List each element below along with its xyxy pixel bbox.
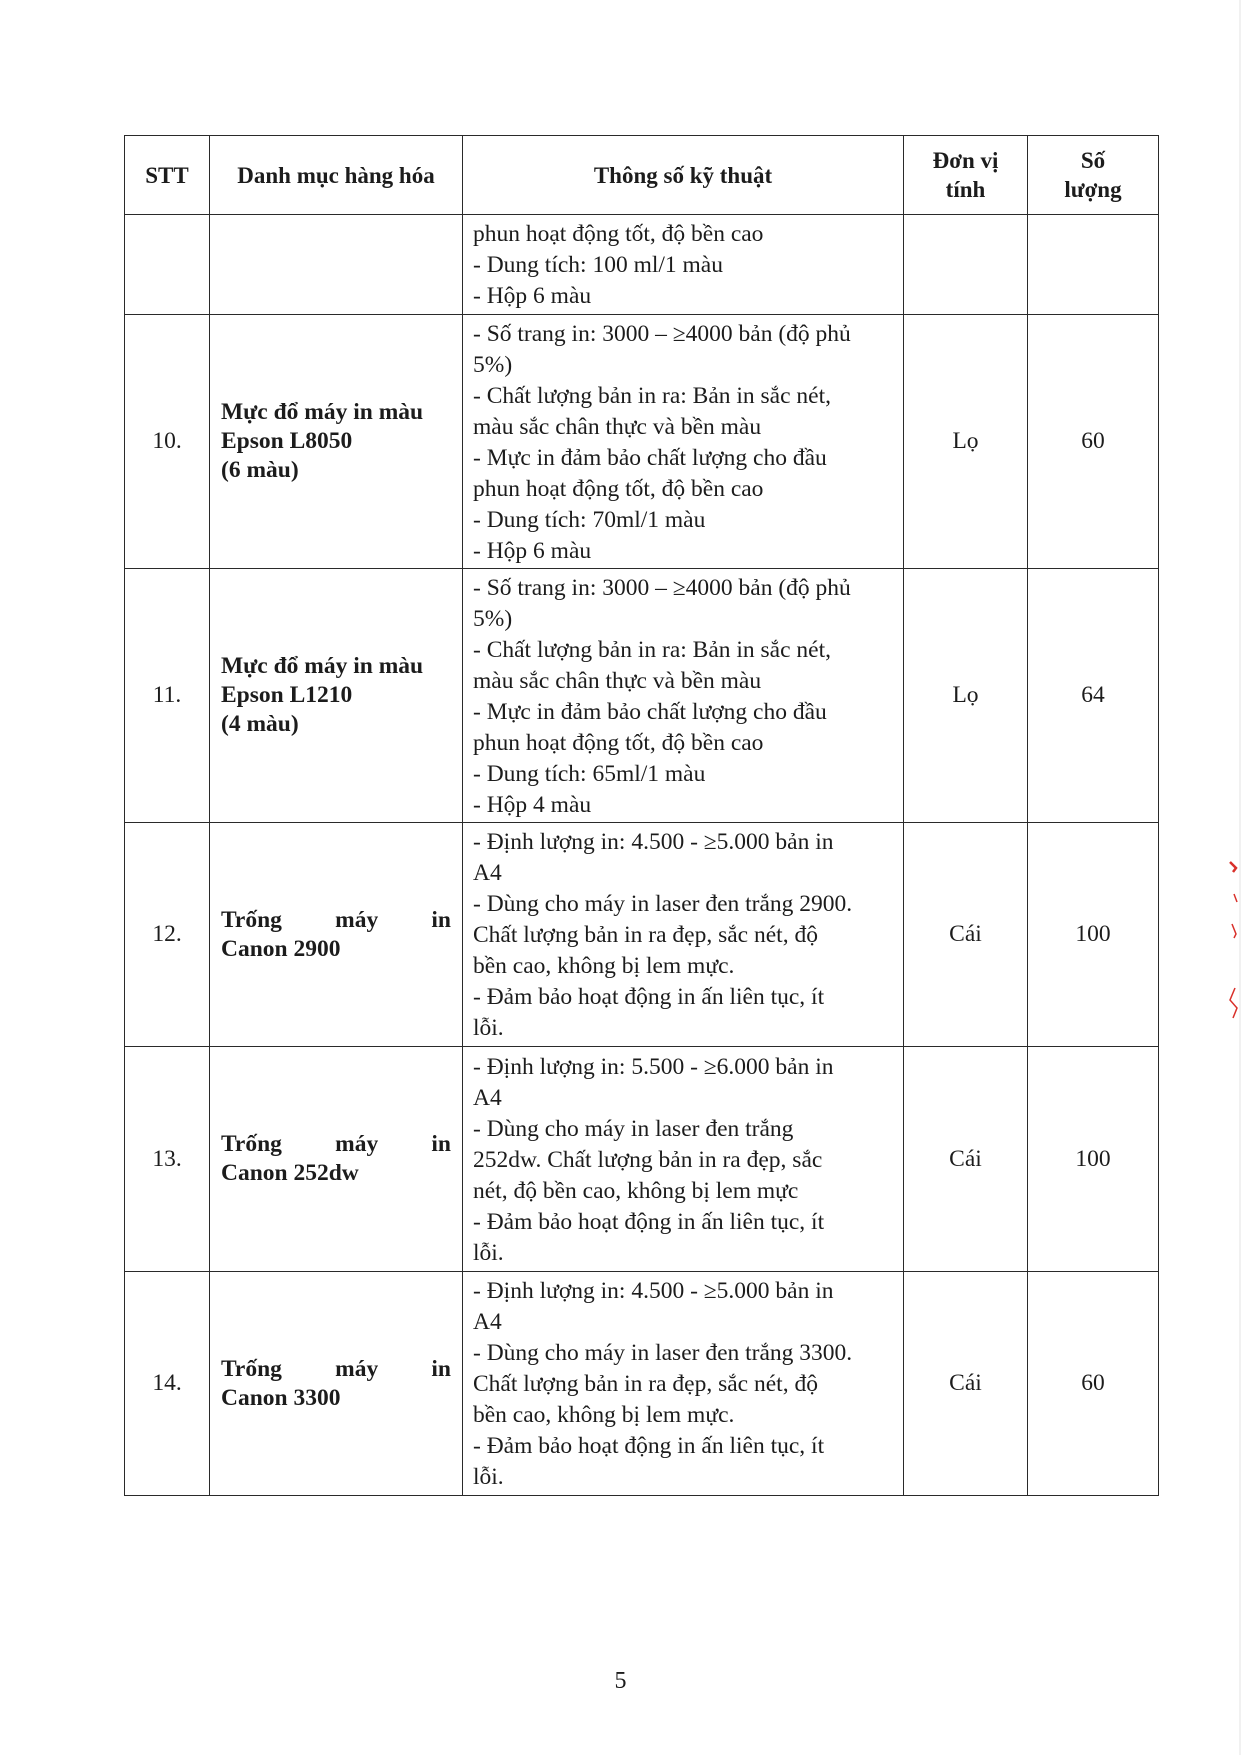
spec-line: A4 [473,1084,502,1111]
spec-line: - Dung tích: 100 ml/1 màu [473,252,723,278]
cell-unit: Cái [904,823,1028,1047]
spec-line: - Đảm bảo hoạt động in ấn liên tục, ít [473,984,825,1010]
spec-line: - Hộp 6 màu [473,537,592,564]
spec-line: bền cao, không bị lem mực. [473,1402,735,1428]
cell-unit: Cái [904,1047,1028,1272]
item-name-line: Mực đổ máy in màu [221,399,424,425]
spec-line: - Chất lượng bản in ra: Bản in sắc nét, [473,636,831,663]
cell-name [210,315,463,569]
spec-line: A4 [473,1309,502,1335]
spec-line: - Mực in đảm bảo chất lượng cho đầu [473,698,827,725]
item-name-line: Canon 252dw [221,1160,359,1186]
spec-line: - Hộp 4 màu [473,791,592,818]
spec-line: lỗi. [473,1015,504,1041]
spec-line: phun hoạt động tốt, độ bền cao [473,729,764,756]
cell-unit: Lọ [904,569,1028,823]
table-row [125,1047,1159,1272]
cell-qty: 100 [1028,1047,1159,1272]
spec-line: màu sắc chân thực và bền màu [473,667,762,694]
item-name-word: in [431,906,451,933]
cell-unit [904,215,1028,315]
spec-line: 5%) [473,605,513,632]
table-header-row [125,136,1159,215]
cell-stt: 13. [125,1047,210,1272]
cell-stt: 10. [125,315,210,569]
header-unit-line2: tính [945,177,986,202]
item-name-line: (6 màu) [221,457,299,483]
spec-line: - Dùng cho máy in laser đen trắng [473,1115,794,1142]
spec-line: - Hộp 6 màu [473,283,592,309]
spec-line: Chất lượng bản in ra đẹp, sắc nét, độ [473,1371,818,1397]
item-name-line: Epson L1210 [221,682,353,708]
item-name-word: in [431,1355,451,1382]
table-row [125,569,1159,823]
item-name-line [221,1355,451,1384]
stamp-edge-mark [1224,858,1240,1038]
table-row [125,315,1159,569]
cell-qty: 60 [1028,1272,1159,1496]
item-name-word: Trống [221,1355,282,1382]
item-name-line: Canon 2900 [221,935,341,962]
item-name-word: Trống [221,906,282,933]
item-name-word: máy [335,1131,379,1157]
item-name-line: Canon 3300 [221,1384,341,1411]
spec-line: - Số trang in: 3000 – ≥4000 bản (độ phủ [473,320,851,347]
spec-line: Chất lượng bản in ra đẹp, sắc nét, độ [473,922,818,948]
header-qty-line1: Số [1080,148,1106,173]
spec-line: lỗi. [473,1464,504,1490]
table-row [125,1272,1159,1496]
spec-line: - Dung tích: 65ml/1 màu [473,760,706,787]
cell-qty [1028,215,1159,315]
spec-line: - Chất lượng bản in ra: Bản in sắc nét, [473,382,831,409]
spec-line: màu sắc chân thực và bền màu [473,413,762,440]
cell-stt [125,215,210,315]
cell-name [210,569,463,823]
header-spec: Thông số kỹ thuật [463,136,904,215]
spec-line: nét, độ bền cao, không bị lem mực [473,1177,799,1204]
table-row [125,823,1159,1047]
cell-unit: Cái [904,1272,1028,1496]
item-name-word: Trống [221,1131,282,1157]
cell-spec [463,215,904,315]
spec-line: - Số trang in: 3000 – ≥4000 bản (độ phủ [473,574,851,601]
spec-line: - Dùng cho máy in laser đen trắng 2900. [473,891,853,917]
cell-unit: Lọ [904,315,1028,569]
header-unit-line1: Đơn vị [932,148,999,173]
cell-name [210,1272,463,1496]
cell-spec [463,1047,904,1272]
cell-stt: 14. [125,1272,210,1496]
spec-line: A4 [473,860,502,886]
cell-spec [463,1272,904,1496]
spec-line: lỗi. [473,1239,504,1266]
cell-name [210,823,463,1047]
item-name-line: Mực đổ máy in màu [221,653,424,679]
cell-qty: 60 [1028,315,1159,569]
goods-table [124,135,1159,1496]
spec-line: - Định lượng in: 5.500 - ≥6.000 bản in [473,1053,834,1080]
spec-line: phun hoạt động tốt, độ bền cao [473,475,764,502]
cell-spec [463,823,904,1047]
spec-line: - Dùng cho máy in laser đen trắng 3300. [473,1340,853,1366]
spec-line: - Đảm bảo hoạt động in ấn liên tục, ít [473,1208,825,1235]
item-name-line [221,1130,451,1159]
header-unit [904,136,1028,215]
item-name-word: máy [335,1355,379,1382]
cell-spec [463,315,904,569]
spec-line: - Dung tích: 70ml/1 màu [473,506,706,533]
spec-line: 252dw. Chất lượng bản in ra đẹp, sắc [473,1146,823,1173]
cell-spec [463,569,904,823]
header-qty [1028,136,1159,215]
item-name-line: (4 màu) [221,711,299,737]
spec-line: 5%) [473,351,513,378]
spec-line: - Đảm bảo hoạt động in ấn liên tục, ít [473,1433,825,1459]
spec-line: - Định lượng in: 4.500 - ≥5.000 bản in [473,1278,834,1304]
cell-name [210,215,463,315]
cell-stt: 12. [125,823,210,1047]
item-name-word: in [431,1131,451,1157]
item-name-word: máy [335,906,379,933]
header-stt: STT [125,136,210,215]
spec-line: - Mực in đảm bảo chất lượng cho đầu [473,444,827,471]
table-row-continued [125,215,1159,315]
header-qty-line2: lượng [1064,177,1122,202]
page-number: 5 [614,1668,627,1694]
cell-qty: 100 [1028,823,1159,1047]
cell-qty: 64 [1028,569,1159,823]
cell-name [210,1047,463,1272]
spec-line: phun hoạt động tốt, độ bền cao [473,221,764,247]
header-name: Danh mục hàng hóa [210,136,463,215]
item-name-line [221,906,451,935]
item-name-line: Epson L8050 [221,428,353,454]
spec-line: bền cao, không bị lem mực. [473,953,735,979]
cell-stt: 11. [125,569,210,823]
spec-line: - Định lượng in: 4.500 - ≥5.000 bản in [473,829,834,855]
